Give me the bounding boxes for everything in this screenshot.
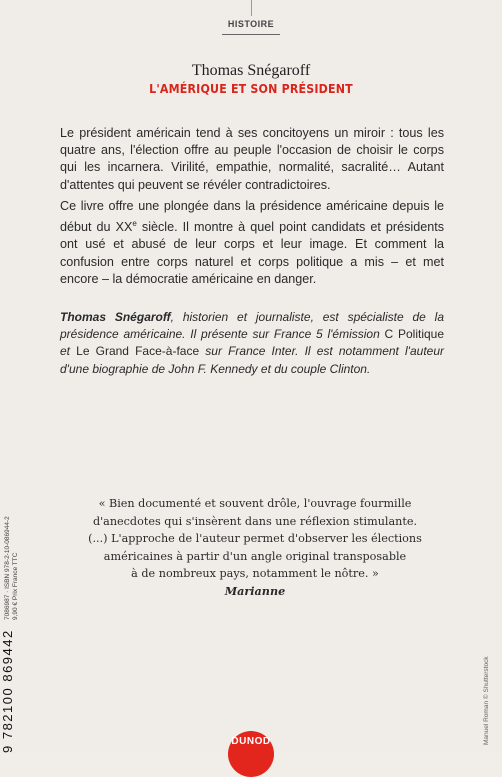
bio-text: sur France Inter. Il est notamment l'auteur d'une biographie de John F. Kennedy et du couple Clinton. <box>60 344 444 376</box>
author-bio <box>60 309 444 378</box>
book-title: L'AMÉRIQUE ET SON PRÉSIDENT <box>149 82 353 96</box>
bio-text: et <box>60 344 77 359</box>
author-name: Thomas Snégaroff <box>191 62 311 79</box>
collection-label: HISTOIRE <box>222 14 280 35</box>
blurb-superscript: e <box>132 219 137 229</box>
price-line: 9,90 € Prix France TTC <box>12 552 19 620</box>
bio-text: , historien et journaliste, est spécialiste de la présidence américaine. Il présente sur France 5 l'émission <box>60 310 444 342</box>
blurb-paragraph: Le président américain tend à ses concitoyens un miroir : tous les quatre ans, l'élection offre au peuple l'occasion de choisir le corps qui les incarnera. Virilité, empathie, normalité, sacralité… Autant d'attentes qui peuvent se révéler contradictoires. <box>60 126 444 192</box>
photo-credit: Manuel Roman © Shutterstock <box>483 656 490 745</box>
blurb-text: Ce livre offre une plongée dans la présidence américaine depuis le début du XX <box>60 198 444 235</box>
publisher-logo: DUNOD <box>228 731 274 777</box>
bio-show-title: C Politique <box>384 327 445 342</box>
isbn-line: 7086987 · ISBN 978-2-10-086944-2 <box>4 516 11 620</box>
quote-source: Marianne <box>224 583 286 598</box>
quote-line: « Bien documenté et souvent drôle, l'ouvrage fourmille <box>98 497 412 510</box>
quote-line: à de nombreux pays, notamment le nôtre. » <box>131 567 379 581</box>
quote-line: (...) L'approche de l'auteur permet d'observer les élections <box>88 532 422 546</box>
quote-line: américaines à partir d'un angle original transposable <box>103 549 407 563</box>
bio-show-title: Le Grand Face-à-face <box>76 344 200 359</box>
barcode-number: 9 782100 869442 <box>0 629 15 753</box>
bio-author-name: Thomas Snégaroff <box>60 310 171 324</box>
blurb-paragraph <box>60 198 444 288</box>
blurb-text: siècle. Il montre à quel point candidats et présidents ont usé et abusé de leur corps et leur image. Et comment la confusion entre corps naturel et corps politique a mis – et met encore – la démocratie américaine en danger. <box>60 220 445 286</box>
quote-line: d'anecdotes qui s'insèrent dans une réflexion stimulante. <box>92 514 418 528</box>
blurb <box>60 125 444 292</box>
isbn-price-info <box>4 516 24 620</box>
press-quote <box>70 495 440 601</box>
